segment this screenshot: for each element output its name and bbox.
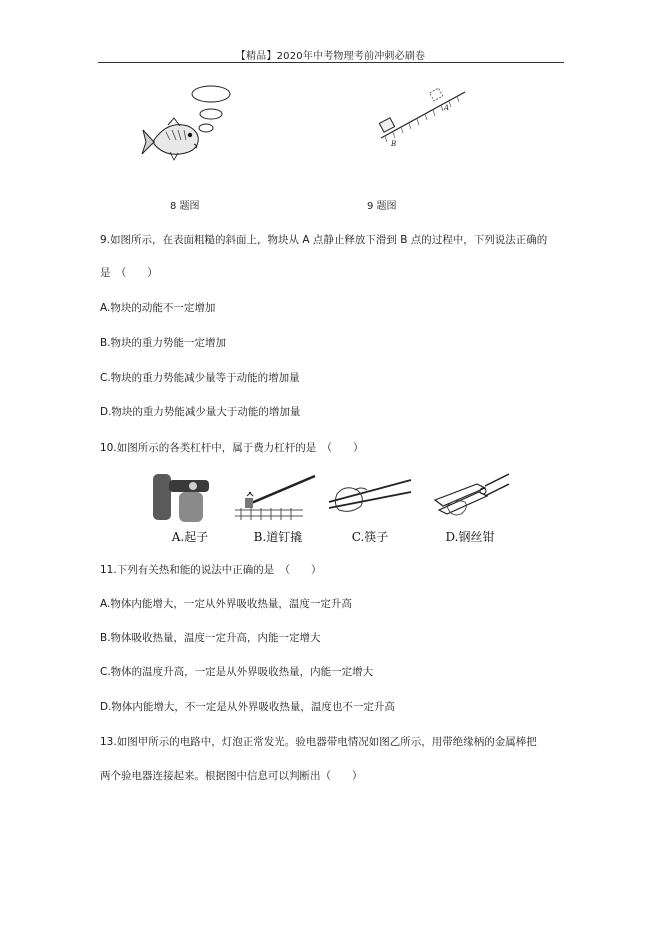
q13-stem-line1: 13.如图甲所示的电路中，灯泡正常发光。验电器带电情况如图乙所示，用带绝缘柄的金属棒把	[100, 736, 537, 748]
q13-stem-line2: 两个验电器连接起来。根据图中信息可以判断出（ ）	[100, 770, 363, 782]
block-at-b	[379, 118, 394, 132]
tool-label-c: C.筷子	[351, 530, 389, 544]
lever-tools-figure	[145, 470, 515, 545]
tool-label-d: D.钢丝钳	[445, 530, 495, 544]
incline-surface	[381, 92, 465, 138]
q11-stem: 11.下列有关热和能的说法中正确的是 （ ）	[100, 564, 322, 576]
q10-stem: 10.如图所示的各类杠杆中，属于费力杠杆的是 （ ）	[100, 442, 364, 454]
bubble-large	[192, 86, 230, 102]
q9-option-b: B.物块的重力势能一定增加	[100, 337, 227, 349]
q9-stem-line2: 是 （ ）	[100, 267, 158, 279]
fish-shape	[142, 118, 198, 160]
q11-option-a: A.物体内能增大，一定从外界吸收热量，温度一定升高	[100, 598, 352, 610]
tool-pliers	[425, 470, 515, 545]
figure-9-caption: 9 题图	[367, 201, 397, 212]
tool-label-a: A.起子	[171, 530, 209, 544]
q9-option-c: C.物块的重力势能减少量等于动能的增加量	[100, 372, 300, 384]
q9-option-a: A.物块的动能不一定增加	[100, 302, 216, 314]
tool-label-b: B.道钉撬	[253, 530, 303, 544]
tool-crowbar	[233, 470, 323, 545]
q11-option-d: D.物体内能增大，不一定是从外界吸收热量，温度也不一定升高	[100, 701, 395, 713]
tool-bottle-opener	[145, 470, 235, 545]
point-a-label: A	[444, 104, 450, 112]
block-at-a	[430, 88, 443, 101]
chopsticks-icon	[325, 470, 415, 525]
page-header: 【精品】2020年中考物理考前冲刺必刷卷	[235, 51, 426, 62]
bottle-opener-icon	[145, 470, 235, 525]
header-divider	[98, 62, 564, 63]
bubble-medium	[200, 109, 222, 119]
point-b-label: B	[391, 140, 397, 148]
tool-chopsticks	[325, 470, 415, 545]
fish-bubbles-figure	[140, 80, 240, 165]
q9-stem-line1: 9.如图所示，在表面粗糙的斜面上，物块从 A 点静止释放下滑到 B 点的过程中，下列说法正确的	[100, 234, 548, 246]
q11-option-c: C.物体的温度升高，一定是从外界吸收热量，内能一定增大	[100, 666, 374, 678]
crowbar-icon	[233, 470, 323, 525]
pliers-icon	[425, 470, 515, 525]
q11-option-b: B.物体吸收热量，温度一定升高，内能一定增大	[100, 632, 321, 644]
q9-option-d: D.物块的重力势能减少量大于动能的增加量	[100, 406, 301, 418]
incline-figure	[375, 82, 470, 152]
figure-8-caption: 8 题图	[170, 201, 200, 212]
bubble-small	[199, 124, 213, 132]
